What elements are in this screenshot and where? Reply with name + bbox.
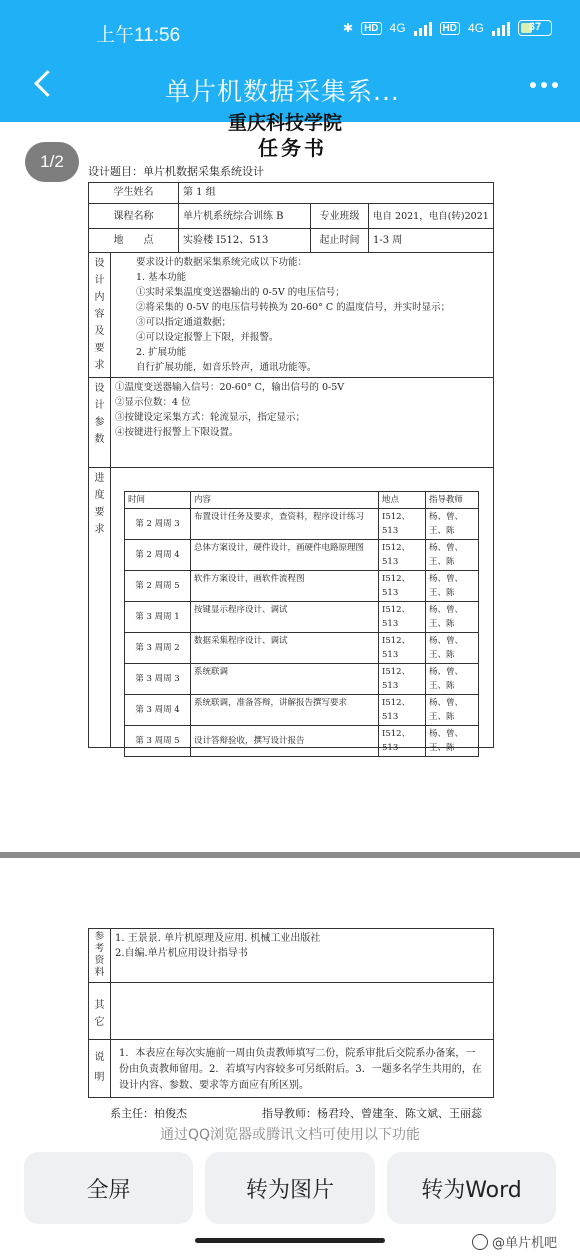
schedule-header: 指导教师 xyxy=(426,492,479,509)
progress-label: 进 度 要 求 xyxy=(89,468,111,748)
fullscreen-button[interactable]: 全屏 xyxy=(24,1152,193,1224)
feature-hint: 通过QQ浏览器或腾讯文档可使用以下功能 xyxy=(159,1127,421,1143)
references-table xyxy=(88,928,494,1098)
hd-icon: HD xyxy=(361,22,381,35)
schedule-table xyxy=(124,491,479,757)
document-title: 任务书 xyxy=(258,136,327,160)
place-label: 地 点 xyxy=(89,229,179,253)
refs-label: 参 考 资 料 xyxy=(89,929,111,983)
time-value: 1-3 周 xyxy=(369,229,494,253)
battery-icon: 37 xyxy=(518,20,552,36)
table-row: 第 3 周周 4 系统联调，准备答辩，讲解报告撰写要求 I512、 513 杨、曾、 王、陈 xyxy=(125,695,479,726)
course-label: 课程名称 xyxy=(89,204,179,229)
table-row: 第 2 周周 3 布置设计任务及要求，查资料，程序设计练习 I512、 513 杨、曾、 王、陈 xyxy=(125,509,479,540)
to-word-button[interactable]: 转为Word xyxy=(387,1152,556,1224)
table-row: 第 2 周周 5 软件方案设计，画软件流程图 I512、 513 杨、曾、 王、陈 xyxy=(125,571,479,602)
content-text: 要求设计的数据采集系统完成以下功能： 1. 基本功能 ①实时采集温度变送器输出的 0-5V 的电压信号； ②将采集的 0-5V 的电压信号转换为 20-60° C 的温度信号，并实时显示； ③可以指定通道数据； ④可以设定报警上下限，并报警。 2. 扩展功能 自行扩展功能，如音乐铃声，通讯功能等。 xyxy=(111,253,494,378)
watermark-logo-icon xyxy=(472,1234,488,1250)
other-label: 其 它 xyxy=(89,983,111,1040)
signature-line xyxy=(110,1105,510,1121)
table-row: 第 3 周周 1 按键显示程序设计、调试 I512、 513 杨、曾、 王、陈 xyxy=(125,602,479,633)
place-value: 实验楼 I512、513 xyxy=(179,229,311,253)
major-value: 电自 2021，电自(转)2021 xyxy=(369,204,494,229)
page-title: 单片机数据采集系... xyxy=(165,77,400,106)
network-label-2: 4G xyxy=(467,21,484,35)
network-label: 4G xyxy=(389,21,406,35)
note-label: 说 明 xyxy=(89,1040,111,1098)
status-icons xyxy=(343,20,552,36)
table-row: 第 3 周周 3 系统联调 I512、 513 杨、曾、 王、陈 xyxy=(125,664,479,695)
signal-icon-2 xyxy=(492,20,510,36)
student-value: 第 1 组 xyxy=(179,183,494,204)
schedule-header: 地点 xyxy=(379,492,426,509)
watermark: @单片机吧 xyxy=(472,1232,557,1251)
table-row: 第 3 周周 2 数据采集程序设计、调试 I512、 513 杨、曾、 王、陈 xyxy=(125,633,479,664)
more-options-icon[interactable] xyxy=(530,82,558,88)
note-text: 1．本表应在每次实施前一周由负责教师填写二份，院系审批后交院系办备案，一份由负责教师留用。2．若填写内容较多可另纸附后。3．一题多名学生共用的，在设计内容、参数、要求等方面应有所区别。 xyxy=(111,1040,494,1098)
course-value: 单片机系统综合训练 B xyxy=(179,204,311,229)
bluetooth-icon: ✱ xyxy=(343,21,354,35)
content-label: 设 计 内 容 及 要 求 xyxy=(89,253,111,378)
top-bar xyxy=(0,0,580,122)
schedule-header: 内容 xyxy=(191,492,379,509)
other-text xyxy=(111,983,494,1040)
params-text: ①温度变送器输入信号：20-60° C，输出信号的 0-5V ②显示位数：4 位 ③按键设定采集方式：轮流显示，指定显示； ④按键进行报警上下限设置。 xyxy=(111,378,494,468)
back-arrow-icon[interactable] xyxy=(30,70,58,98)
home-indicator[interactable] xyxy=(195,1238,385,1243)
table-row: 第 2 周周 4 总体方案设计，硬件设计，画硬件电路原理图 I512、 513 杨、曾、 王、陈 xyxy=(125,540,479,571)
design-topic: 设计题目：单片机数据采集系统设计 xyxy=(88,165,264,178)
school-title xyxy=(228,108,342,122)
to-image-button[interactable]: 转为图片 xyxy=(205,1152,375,1224)
status-bar xyxy=(0,0,580,62)
refs-text: 1. 王景景. 单片机原理及应用. 机械工业出版社 2.自编.单片机应用设计指导书 xyxy=(111,929,494,983)
page-indicator: 1/2 xyxy=(25,142,79,182)
schedule-header: 时间 xyxy=(125,492,191,509)
table-row: 第 3 周周 5 设计答辩验收，撰写设计报告 I512、 513 杨、曾、 王、陈 xyxy=(125,726,479,757)
dept-head: 系主任：柏俊杰 xyxy=(110,1107,187,1120)
params-label: 设 计 参 数 xyxy=(89,378,111,468)
student-label: 学生姓名 xyxy=(89,183,179,204)
status-time: 上午11:56 xyxy=(96,25,181,46)
signal-icon xyxy=(414,20,432,36)
hd-icon-2: HD xyxy=(440,22,460,35)
advisors: 指导教师：杨君玲、曾建奎、陈文斌、王丽蕊 xyxy=(262,1107,482,1120)
time-label: 起止时间 xyxy=(311,229,369,253)
major-label: 专业班级 xyxy=(311,204,369,229)
